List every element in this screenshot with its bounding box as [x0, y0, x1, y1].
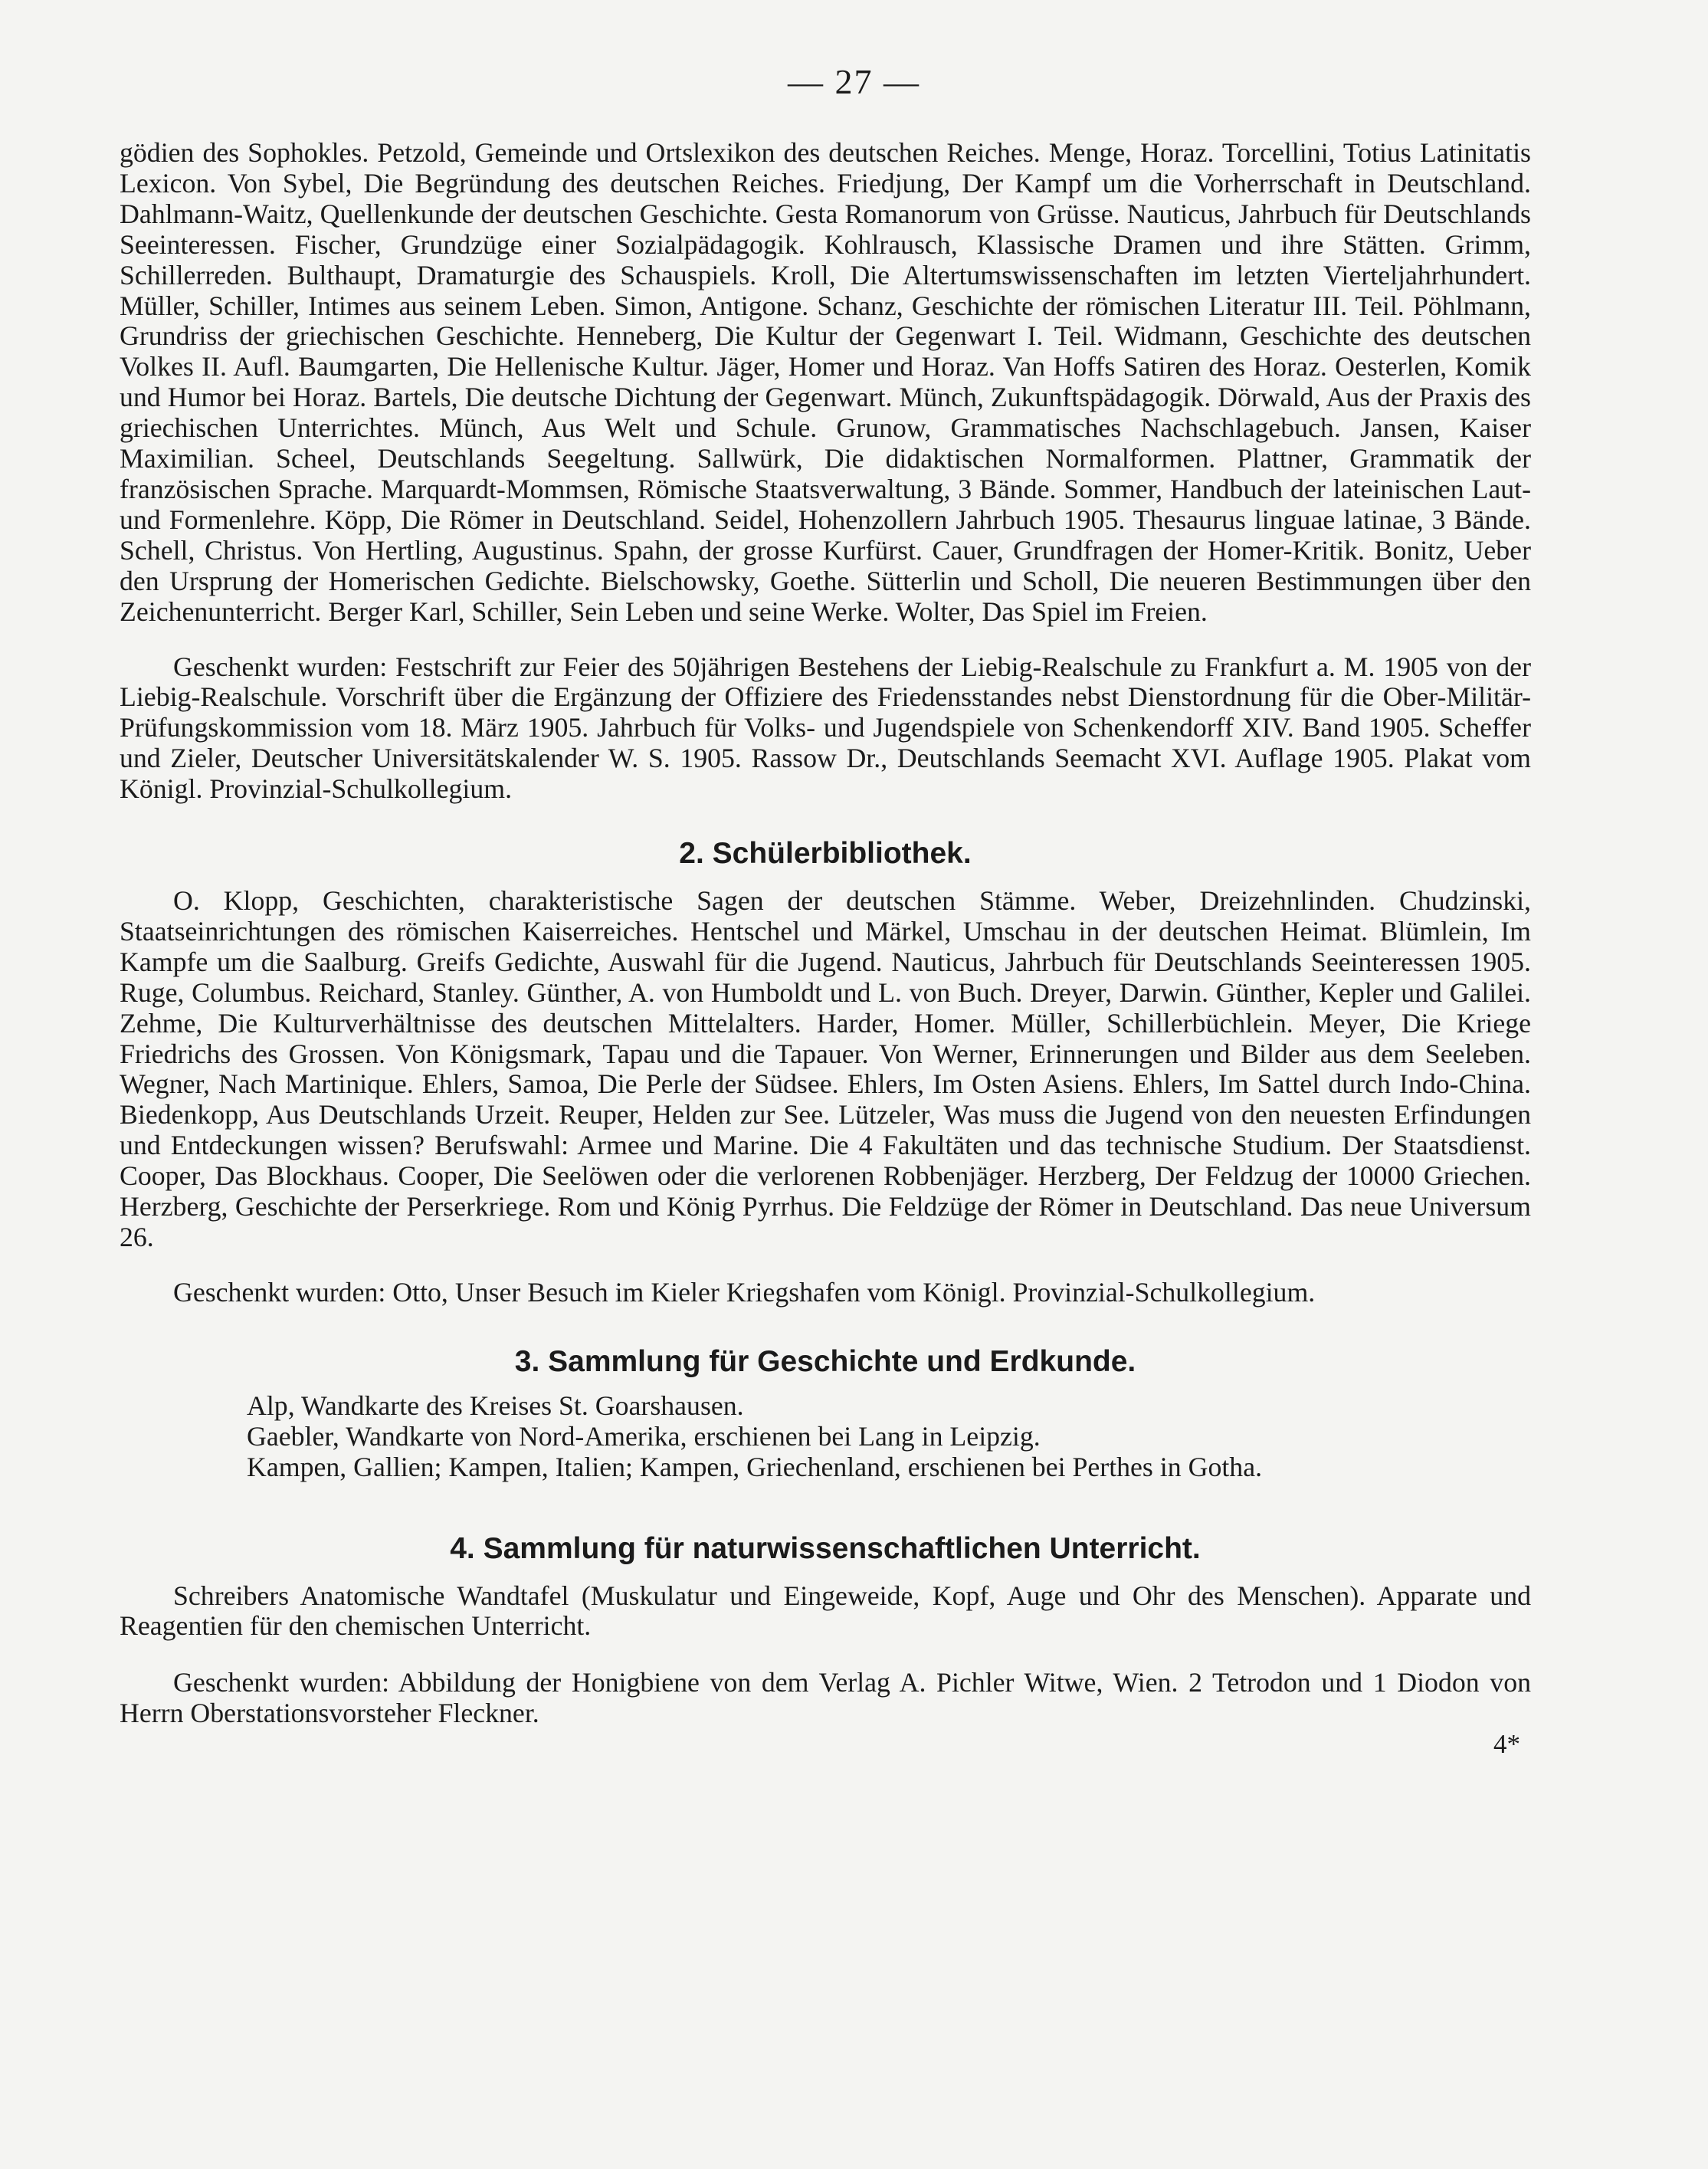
naturwissenschaft-gift-paragraph: Geschenkt wurden: Abbildung der Honigbiene von dem Verlag A. Pichler Witwe, Wien. 2 Tetrodon und 1 Diodon von Herrn Oberstationsvorsteher Fleckner. [120, 1667, 1531, 1729]
page-number: — 27 — [788, 62, 920, 101]
section-heading-schuelerbibliothek: 2. Schülerbibliothek. [679, 837, 972, 871]
schuelerbibliothek-paragraph: O. Klopp, Geschichten, charakteristische Sagen der deutschen Stämme. Weber, Dreizehnlinden. Chudzinski, Staatseinrichtungen des römischen Kaiserreiches. Hentschel und Märkel, Umschau in der deutschen Heimat. Blümlein, Im Kampfe um die Saalburg. Greifs Gedichte, Auswahl für die Jugend. Nauticus, Jahrbuch für Deutschlands Seeinteressen 1905. Ruge, Columbus. Reichard, Stanley. Günther, A. von Humboldt und L. von Buch. Dreyer, Darwin. Günther, Kepler und Galilei. Zehme, Die Kulturverhältnisse des deutschen Mittelalters. Harder, Homer. Müller, Schillerbüchlein. Meyer, Die Kriege Friedrichs des Grossen. Von Königsmark, Tapau und die Tapauer. Von Werner, Erinnerungen und Bilder aus dem Seeleben. Wegner, Nach Martinique. Ehlers, Samoa, Die Perle der Südsee. Ehlers, Im Osten Asiens. Ehlers, Im Sattel durch Indo-China. Biedenkopp, Aus Deutschlands Urzeit. Reuper, Helden zur See. Lützeler, Was muss die Jugend von den neuesten Erfindungen und Entdeckungen wissen? Berufswahl: Armee und Marine. Die 4 Fakultäten und das technische Studium. Der Staatsdienst. Cooper, Das Blockhaus. Cooper, Die Seelöwen oder die verlorenen Robbenjäger. Herzberg, Der Feldzug der 10000 Griechen. Herzberg, Geschichte der Perserkriege. Rom und König Pyrrhus. Die Feldzüge der Römer in Deutschland. Das neue Universum 26. [120, 885, 1531, 1252]
schuelerbibliothek-gift-paragraph: Geschenkt wurden: Otto, Unser Besuch im Kieler Kriegshafen vom Königl. Provinzial-Schulkollegium. [173, 1276, 1316, 1308]
book-list-paragraph: gödien des Sophokles. Petzold, Gemeinde und Ortslexikon des deutschen Reiches. Menge, Horaz. Torcellini, Totius Latinitatis Lexicon. Von Sybel, Die Begründung des deutschen Reiches. Friedjung, Der Kampf um die Vorherrschaft in Deutschland. Dahlmann-Waitz, Quellenkunde der deutschen Geschichte. Gesta Romanorum von Grüsse. Nauticus, Jahrbuch für Deutschlands Seeinteressen. Fischer, Grundzüge einer Sozialpädagogik. Kohlrausch, Klassische Dramen und ihre Stätten. Grimm, Schillerreden. Bulthaupt, Dramaturgie des Schauspiels. Kroll, Die Altertumswissenschaften im letzten Vierteljahrhundert. Müller, Schiller, Intimes aus seinem Leben. Simon, Antigone. Schanz, Geschichte der römischen Literatur III. Teil. Pöhlmann, Grundriss der griechischen Geschichte. Henneberg, Die Kultur der Gegenwart I. Teil. Widmann, Geschichte des deutschen Volkes II. Aufl. Baumgarten, Die Hellenische Kultur. Jäger, Homer und Horaz. Van Hoffs Satiren des Horaz. Oesterlen, Komik und Humor bei Horaz. Bartels, Die deutsche Dichtung der Gegenwart. Münch, Zukunftspädagogik. Dörwald, Aus der Praxis des griechischen Unterrichtes. Münch, Aus Welt und Schule. Grunow, Grammatisches Nachschlagebuch. Jansen, Kaiser Maximilian. Scheel, Deutschlands Seegeltung. Sallwürk, Die didaktischen Normalformen. Plattner, Grammatik der französischen Sprache. Marquardt-Mommsen, Römische Staatsverwaltung, 3 Bände. Sommer, Handbuch der lateinischen Laut- und Formenlehre. Köpp, Die Römer in Deutschland. Seidel, Hohenzollern Jahrbuch 1905. Thesaurus linguae latinae, 3 Bände. Schell, Christus. Von Hertling, Augustinus. Spahn, der grosse Kurfürst. Cauer, Grundfragen der Homer-Kritik. Bonitz, Ueber den Ursprung der Homerischen Gedichte. Bielschowsky, Goethe. Sütterlin und Scholl, Die neueren Bestimmungen über den Zeichenunterricht. Berger Karl, Schiller, Sein Leben und seine Werke. Wolter, Das Spiel im Freien. [120, 137, 1531, 627]
list-item: Alp, Wandkarte des Kreises St. Goarshausen. [247, 1390, 744, 1421]
section-heading-naturwissenschaft: 4. Sammlung für naturwissenschaftlichen Unterricht. [450, 1531, 1201, 1565]
list-item: Kampen, Gallien; Kampen, Italien; Kampen, Griechenland, erschienen bei Perthes in Gotha. [247, 1451, 1263, 1482]
signature-mark: 4* [1493, 1729, 1520, 1760]
book-list-gift-paragraph: Geschenkt wurden: Festschrift zur Feier des 50jährigen Bestehens der Liebig-Realschule zu Frankfurt a. M. 1905 von der Liebig-Realschule. Vorschrift über die Ergänzung der Offiziere des Friedensstandes nebst Dienstordnung für die Ober-Militär-Prüfungskommission vom 18. März 1905. Jahrbuch für Volks- und Jugendspiele von Schenkendorff XIV. Band 1905. Scheffer und Zieler, Deutscher Universitätskalender W. S. 1905. Rassow Dr., Deutschlands Seemacht XVI. Auflage 1905. Plakat vom Königl. Provinzial-Schulkollegium. [120, 651, 1531, 805]
page-content [120, 138, 1531, 1760]
section-heading-geschichte-erdkunde: 3. Sammlung für Geschichte und Erdkunde. [514, 1344, 1136, 1378]
list-item: Gaebler, Wandkarte von Nord-Amerika, erschienen bei Lang in Leipzig. [247, 1420, 1041, 1452]
naturwissenschaft-paragraph: Schreibers Anatomische Wandtafel (Muskulatur und Eingeweide, Kopf, Auge und Ohr des Menschen). Apparate und Reagentien für den chemischen Unterricht. [120, 1580, 1531, 1642]
